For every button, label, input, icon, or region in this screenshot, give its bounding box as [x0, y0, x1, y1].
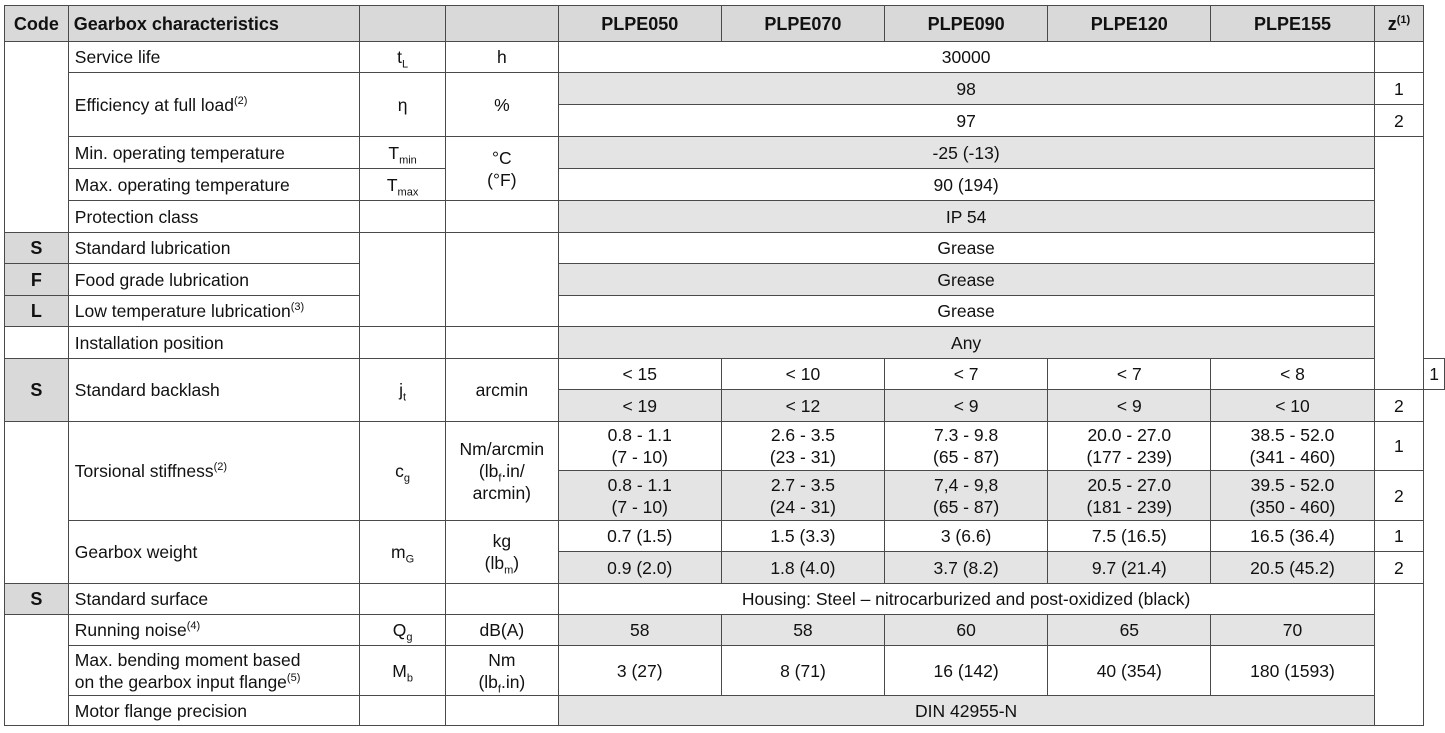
unit-empty [446, 233, 559, 327]
code-cell-empty [5, 422, 69, 584]
row-efficiency-1 [5, 73, 1445, 105]
value-weight-1-3: 3 (6.6) [885, 521, 1048, 552]
row-low-lub [5, 296, 1445, 327]
symbol-text: M [392, 660, 407, 681]
value-service-life: 30000 [558, 42, 1374, 73]
unit-empty [446, 201, 559, 233]
value-bending-4: 40 (354) [1048, 646, 1211, 696]
header-model-4: PLPE120 [1048, 6, 1211, 42]
row-min-temp [5, 137, 1445, 169]
symbol-sub: t [403, 391, 407, 404]
z-efficiency-1: 1 [1374, 73, 1424, 105]
value-line: 7.3 - 9.8 [934, 425, 999, 445]
value-line: (24 - 31) [769, 496, 836, 517]
value-bending-1: 3 (27) [558, 646, 721, 696]
unit-text: (lb [478, 461, 499, 481]
header-model-5: PLPE155 [1211, 6, 1374, 42]
unit-text: .in) [500, 671, 526, 692]
value-backlash-1-3: < 7 [885, 359, 1048, 390]
value-backlash-1-4: < 7 [1048, 359, 1211, 390]
symbol-sub: L [401, 58, 409, 71]
header-model-1: PLPE050 [558, 6, 721, 42]
symbol-backlash [360, 359, 446, 422]
header-z-note: (1) [1396, 13, 1411, 26]
code-badge-s: S [5, 359, 69, 422]
footnote-ref: (2) [234, 94, 248, 107]
unit-text: ) [513, 553, 520, 573]
code-badge-f: F [5, 264, 69, 296]
value-backlash-1-5: < 8 [1211, 359, 1374, 390]
symbol-noise [360, 615, 446, 646]
label-weight: Gearbox weight [68, 521, 359, 584]
unit-temperature [446, 137, 559, 201]
row-install [5, 327, 1445, 359]
value-max-temp: 90 (194) [558, 169, 1374, 201]
value-torsional-2-3 [885, 471, 1048, 521]
value-bending-3: 16 (142) [885, 646, 1048, 696]
row-backlash-1 [5, 359, 1445, 390]
value-line: (7 - 10) [611, 496, 668, 517]
code-badge-s: S [5, 233, 69, 264]
label-min-temp: Min. operating temperature [68, 137, 359, 169]
symbol-text: t [397, 47, 402, 67]
value-noise-5: 70 [1211, 615, 1374, 646]
footnote-ref: (2) [213, 461, 228, 474]
unit-line: Nm/arcmin [459, 439, 545, 459]
footnote-ref: (5) [286, 671, 301, 684]
value-line: (177 - 239) [1086, 447, 1173, 467]
value-torsional-1-2 [721, 422, 884, 471]
value-torsional-2-1 [558, 471, 721, 521]
symbol-empty [360, 327, 446, 359]
row-surface [5, 584, 1445, 615]
z-empty [1374, 137, 1424, 390]
symbol-torsional [360, 422, 446, 521]
symbol-bending [360, 646, 446, 696]
symbol-efficiency: η [360, 73, 446, 137]
value-weight-1-4: 7.5 (16.5) [1048, 521, 1211, 552]
unit-sub: m [504, 564, 514, 577]
unit-line [451, 552, 553, 577]
header-unit [446, 6, 559, 42]
code-cell-empty [5, 615, 69, 726]
z-empty [1374, 584, 1424, 726]
code-cell-empty [5, 42, 69, 233]
label-torsional [68, 422, 359, 521]
footnote-ref: (3) [290, 301, 305, 314]
label-efficiency [68, 73, 359, 137]
unit-efficiency: % [446, 73, 559, 137]
label-noise [68, 615, 359, 646]
symbol-empty [360, 584, 446, 615]
label-text: Efficiency at full load [74, 94, 235, 115]
symbol-sub: min [399, 154, 417, 166]
unit-line: Nm [488, 649, 516, 670]
value-food-lub: Grease [558, 264, 1374, 296]
value-backlash-1-1: < 15 [558, 359, 721, 390]
label-install: Installation position [68, 327, 359, 359]
row-torsional-1 [5, 422, 1445, 471]
value-protection: IP 54 [558, 201, 1374, 233]
value-weight-1-5: 16.5 (36.4) [1211, 521, 1374, 552]
label-line: Max. bending moment based [74, 649, 301, 670]
value-low-lub: Grease [558, 296, 1374, 327]
label-line [75, 671, 354, 693]
label-std-lub: Standard lubrication [68, 233, 359, 264]
value-backlash-2-5: < 10 [1211, 390, 1374, 422]
label-flange: Motor flange precision [68, 696, 359, 726]
symbol-text: j [399, 380, 403, 400]
unit-celsius: °C [492, 147, 512, 168]
value-std-lub: Grease [558, 233, 1374, 264]
value-weight-1-1: 0.7 (1.5) [558, 521, 721, 552]
value-weight-2-5: 20.5 (45.2) [1211, 552, 1374, 584]
value-flange: DIN 42955-N [558, 696, 1374, 726]
value-bending-2: 8 (71) [721, 646, 884, 696]
z-backlash-1: 1 [1424, 359, 1445, 390]
header-z [1374, 6, 1424, 42]
value-backlash-2-4: < 9 [1048, 390, 1211, 422]
value-line: (350 - 460) [1249, 496, 1336, 517]
unit-text: (lb [484, 553, 505, 573]
value-torsional-1-3 [885, 422, 1048, 471]
symbol-service-life [360, 42, 446, 73]
value-noise-3: 60 [885, 615, 1048, 646]
value-line: (181 - 239) [1086, 496, 1173, 517]
label-bending [68, 646, 359, 696]
z-empty [1374, 42, 1424, 73]
unit-line: kg [492, 531, 512, 551]
value-backlash-2-1: < 19 [558, 390, 721, 422]
unit-text: (lb [478, 671, 498, 692]
value-weight-1-2: 1.5 (3.3) [721, 521, 884, 552]
row-food-lub [5, 264, 1445, 296]
symbol-sub: max [397, 186, 419, 198]
unit-weight [446, 521, 559, 584]
value-line: 20.5 - 27.0 [1087, 474, 1172, 495]
symbol-sub: g [403, 472, 411, 485]
row-bending [5, 646, 1445, 696]
value-line: (341 - 460) [1249, 447, 1336, 467]
unit-line [451, 671, 553, 693]
symbol-sub: G [405, 553, 415, 566]
header-model-2: PLPE070 [721, 6, 884, 42]
label-food-lub: Food grade lubrication [68, 264, 359, 296]
symbol-text: c [395, 461, 404, 481]
value-torsional-1-1 [558, 422, 721, 471]
z-torsional-1: 1 [1374, 422, 1424, 471]
unit-torsional [446, 422, 559, 521]
value-noise-1: 58 [558, 615, 721, 646]
value-backlash-2-3: < 9 [885, 390, 1048, 422]
value-torsional-2-4 [1048, 471, 1211, 521]
value-noise-2: 58 [721, 615, 884, 646]
label-text: Low temperature lubrication [74, 301, 291, 321]
header-model-3: PLPE090 [885, 6, 1048, 42]
label-low-lub [68, 296, 359, 327]
value-line: (23 - 31) [769, 447, 836, 467]
z-efficiency-2: 2 [1374, 105, 1424, 137]
symbol-text: T [386, 174, 398, 195]
value-line: 0.8 - 1.1 [607, 425, 672, 445]
value-line: 0.8 - 1.1 [607, 474, 672, 495]
value-bending-5: 180 (1593) [1211, 646, 1374, 696]
symbol-sub: g [406, 631, 413, 644]
unit-noise: dB(A) [446, 615, 559, 646]
value-line: 20.0 - 27.0 [1087, 425, 1172, 445]
value-weight-2-2: 1.8 (4.0) [721, 552, 884, 584]
value-backlash-2-2: < 12 [721, 390, 884, 422]
spec-table-container [4, 5, 1445, 726]
unit-backlash: arcmin [446, 359, 559, 422]
header-z-label: z [1387, 13, 1397, 34]
header-symbol [360, 6, 446, 42]
value-line: 2.7 - 3.5 [770, 474, 836, 495]
row-flange [5, 696, 1445, 726]
unit-line: arcmin) [472, 483, 532, 503]
row-weight-1 [5, 521, 1445, 552]
symbol-empty [360, 233, 446, 327]
label-backlash: Standard backlash [68, 359, 359, 422]
label-max-temp: Max. operating temperature [68, 169, 359, 201]
symbol-weight [360, 521, 446, 584]
z-backlash-2: 2 [1374, 390, 1424, 422]
value-weight-2-4: 9.7 (21.4) [1048, 552, 1211, 584]
symbol-max-temp [360, 169, 446, 201]
symbol-text: T [388, 142, 400, 163]
value-torsional-2-5 [1211, 471, 1374, 521]
row-std-lub [5, 233, 1445, 264]
value-weight-2-1: 0.9 (2.0) [558, 552, 721, 584]
label-text: on the gearbox input flange [74, 671, 287, 692]
code-cell-empty [5, 327, 69, 359]
value-line: 38.5 - 52.0 [1250, 425, 1335, 445]
value-surface: Housing: Steel – nitrocarburized and post-oxidized (black) [558, 584, 1374, 615]
value-line: (65 - 87) [933, 496, 1000, 517]
z-weight-1: 1 [1374, 521, 1424, 552]
unit-empty [446, 327, 559, 359]
unit-empty [446, 696, 559, 726]
header-code: Code [5, 6, 69, 42]
label-text: Running noise [74, 620, 187, 640]
value-weight-2-3: 3.7 (8.2) [885, 552, 1048, 584]
header-row [5, 6, 1445, 42]
value-efficiency-1: 98 [558, 73, 1374, 105]
z-weight-2: 2 [1374, 552, 1424, 584]
row-max-temp [5, 169, 1445, 201]
header-characteristics: Gearbox characteristics [68, 6, 359, 42]
z-torsional-2: 2 [1374, 471, 1424, 521]
footnote-ref: (4) [186, 620, 201, 633]
row-service-life [5, 42, 1445, 73]
value-torsional-2-2 [721, 471, 884, 521]
unit-sub: f [497, 683, 501, 695]
row-protection [5, 201, 1445, 233]
value-line: (65 - 87) [933, 447, 1000, 467]
symbol-empty [360, 696, 446, 726]
value-min-temp: -25 (-13) [558, 137, 1374, 169]
unit-service-life: h [446, 42, 559, 73]
label-protection: Protection class [68, 201, 359, 233]
row-noise [5, 615, 1445, 646]
value-line: (7 - 10) [611, 447, 668, 467]
unit-bending [446, 646, 559, 696]
unit-sub: f [498, 472, 502, 485]
value-line: 39.5 - 52.0 [1250, 474, 1335, 495]
label-surface: Standard surface [68, 584, 359, 615]
value-backlash-1-2: < 10 [721, 359, 884, 390]
code-badge-s: S [5, 584, 69, 615]
code-badge-l: L [5, 296, 69, 327]
unit-fahrenheit: (°F) [487, 169, 517, 190]
symbol-text: m [391, 542, 406, 562]
symbol-min-temp [360, 137, 446, 169]
value-noise-4: 65 [1048, 615, 1211, 646]
label-text: Torsional stiffness [74, 461, 214, 481]
value-install: Any [558, 327, 1374, 359]
symbol-text: Q [392, 620, 407, 640]
value-line: 7,4 - 9,8 [934, 474, 999, 495]
value-torsional-1-4 [1048, 422, 1211, 471]
value-torsional-1-5 [1211, 422, 1374, 471]
label-service-life: Service life [68, 42, 359, 73]
symbol-empty [360, 201, 446, 233]
unit-line [451, 460, 553, 485]
unit-text: .in/ [501, 461, 525, 481]
value-efficiency-2: 97 [558, 105, 1374, 137]
value-line: 2.6 - 3.5 [770, 425, 836, 445]
unit-empty [446, 584, 559, 615]
symbol-sub: b [406, 672, 413, 684]
gearbox-spec-table [4, 5, 1445, 726]
